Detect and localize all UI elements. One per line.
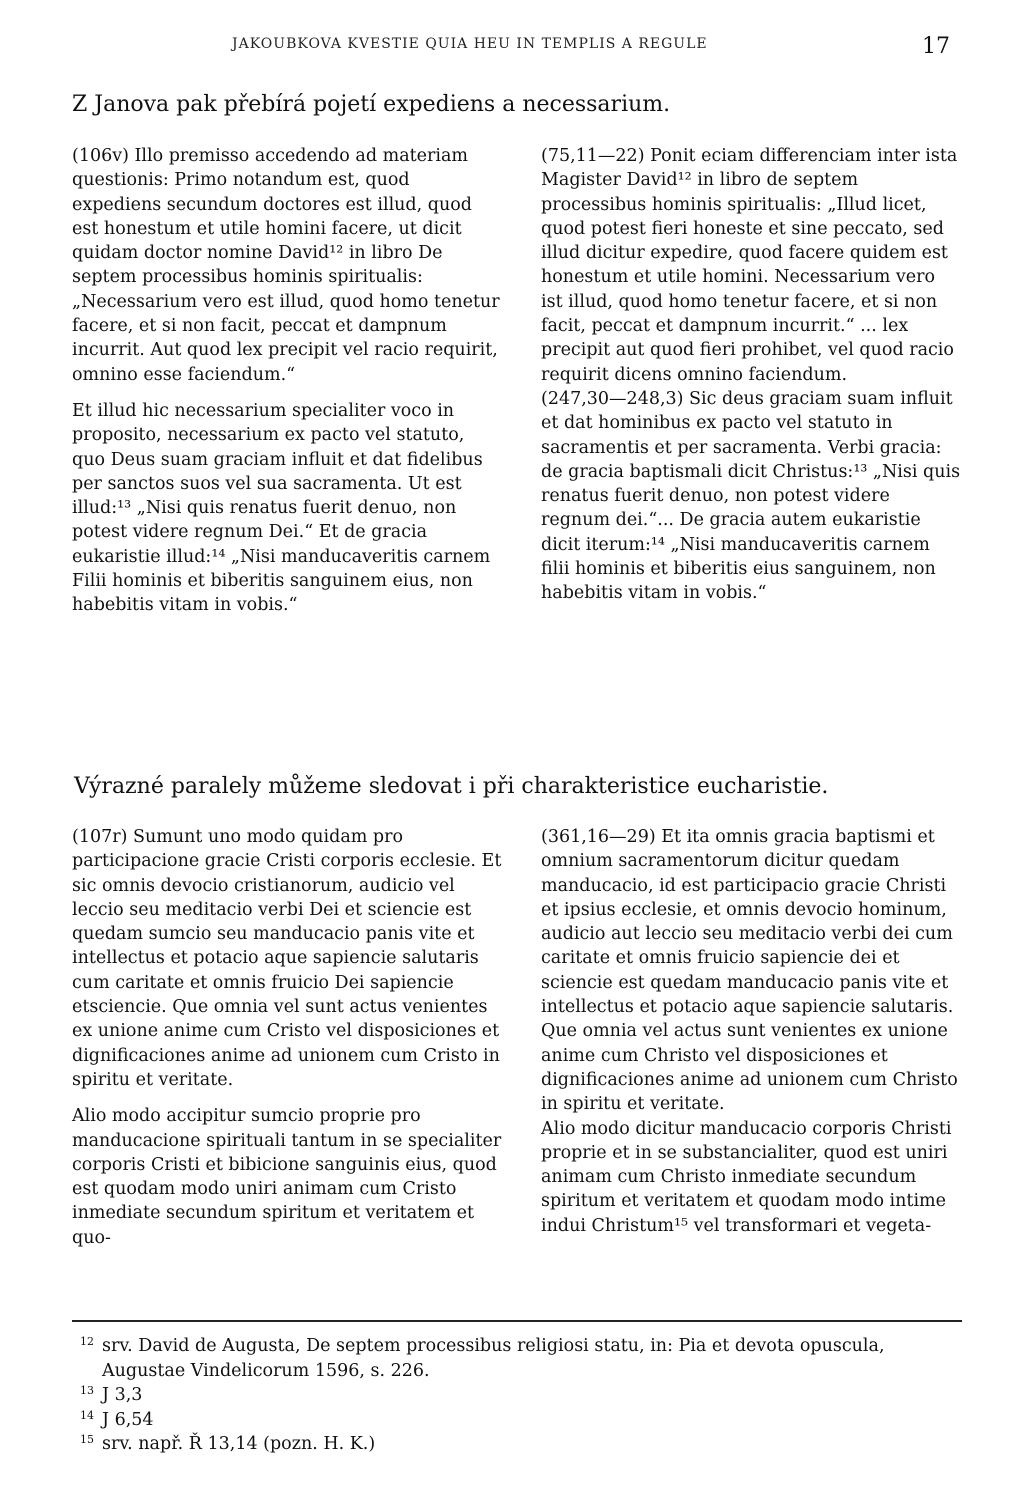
footnote-text: srv. David de Augusta, De septem processibus religiosi statu, in: Pia et devota opuscula, Augustae Vindelicorum 1596, s. 226. xyxy=(102,1336,885,1381)
footnotes xyxy=(80,1334,960,1457)
left-column-quotes-1 xyxy=(72,144,502,618)
paragraph: (106v) Illo premisso accedendo ad materiam questionis: Primo notandum est, quod expediens secundum doctores est illud, quod est honestum et utile homini facere, ut dicit quidam doctor nomine David¹² in libro De septem processibus hominis spiritualis: „Necessarium vero est illud, quod homo tenetur facere, et si non facit, peccat et dampnum incurrit. Aut quod lex precipit vel racio requirit, omnino esse faciendum.“ xyxy=(72,146,500,385)
paragraph: Et illud hic necessarium specialiter voco in proposito, necessarium ex pacto vel statuto, quo Deus suam graciam influit et dat fidelibus per sanctos suos vel sua sacramenta. Ut est illud:¹³ „Nisi quis renatus fuerit denuo, non potest videre regnum Dei.“ Et de gracia eukaristie illud:¹⁴ „Nisi manducaveritis carnem Filii hominis et biberitis sanguinem eius, non habebitis vitam in vobis.“ xyxy=(72,400,491,616)
paragraph: (247,30—248,3) Sic deus graciam suam influit et dat hominibus ex pacto vel statuto in sacramentis et per sacramenta. Verbi gracia: de gracia baptismali dicit Christus:¹³ „Nisi quis renatus fuerit denuo, non potest videre regnum dei.“... De gracia autem eukaristie dicit iterum:¹⁴ „Nisi manducaveritis carnem filii hominis et biberitis eius sanguinem, non habebitis vitam in vobis.“ xyxy=(541,388,961,604)
footnote-text: J 6,54 xyxy=(102,1409,154,1430)
footnote-number: 12 xyxy=(80,1335,94,1348)
right-column-quotes-1 xyxy=(541,144,961,606)
paragraph: (107r) Sumunt uno modo quidam pro participacione gracie Cristi corporis ecclesie. Et sic omnis devocio cristianorum, audicio vel leccio seu meditacio verbi Dei et sciencie est quedam sumcio seu manducacio panis vite et intellectus et potacio aque sapiencie salutaris cum caritate et omnis fruicio Dei sapiencie etsciencie. Que omnia vel sunt actus venientes ex unione anime cum Cristo vel disposiciones et dignificaciones anime ad unionem cum Cristo in spiritu et veritate. xyxy=(72,827,502,1090)
paragraph: (361,16—29) Et ita omnis gracia baptismi et omnium sacramentorum dicitur quedam manducacio, id est participacio gracie Christi et ipsius ecclesie, et omnis devocio hominum, audicio aut leccio seu meditacio verbi dei cum caritate et omnis fruicio sapiencie dei et sciencie est quedam manducacio panis vite et intellectus et potacio aque sapiencie salutaris. Que omnia vel actus sunt venientes ex unione anime cum Christo vel disposiciones et dignificaciones anime ad unionem cum Christo in spiritu et veritate. xyxy=(541,827,958,1115)
left-column-quotes-2 xyxy=(72,825,502,1250)
footnote xyxy=(80,1383,960,1408)
footnote xyxy=(80,1432,960,1457)
page-number: 17 xyxy=(922,34,950,59)
intro-sentence: Z Janova pak přebírá pojetí expediens a necessarium. xyxy=(72,92,671,117)
footnote xyxy=(80,1334,960,1383)
paragraph: (75,11—22) Ponit eciam differenciam inter ista Magister David¹² in libro de septem processibus hominis spiritualis: „Illud licet, quod potest fieri honeste et sine peccato, sed illud dicitur expedire, quod facere quidem est honestum et utile homini. Necessarium vero ist illud, quod homo tenetur facere, et si non facit, peccat et dampnum incurrit.“ ... lex precipit aut quod fieri prohibet, vel quod racio requirit dicens omnino faciendum. xyxy=(541,146,958,385)
footnote-number: 15 xyxy=(80,1433,94,1446)
footnote-divider xyxy=(72,1320,962,1322)
paragraph: Alio modo dicitur manducacio corporis Christi proprie et in se substancialiter, quod est uniri animam cum Christo inmediate secundum spiritum et veritatem et quodam modo intime indui Christum¹⁵ vel transformari et vegeta- xyxy=(541,1118,952,1236)
section-sentence: Výrazné paralely můžeme sledovat i při charakteristice eucharistie. xyxy=(74,774,829,799)
footnote-text: J 3,3 xyxy=(102,1385,143,1405)
paragraph: Alio modo accipitur sumcio proprie pro manducacione spirituali tantum in se specialiter corporis Cristi et bibicione sanguinis eius, quod est quodam modo uniri animam cum Cristo inmediate secundum spiritum et veritatem et quo- xyxy=(72,1106,502,1248)
running-header: JAKOUBKOVA KVESTIE QUIA HEU IN TEMPLIS A REGULE xyxy=(232,36,708,52)
footnote-number: 13 xyxy=(80,1384,94,1397)
footnote xyxy=(80,1408,960,1433)
footnote-number: 14 xyxy=(80,1408,94,1422)
footnote-text: srv. např. Ř 13,14 (pozn. H. K.) xyxy=(102,1434,376,1454)
right-column-quotes-2 xyxy=(541,825,961,1238)
